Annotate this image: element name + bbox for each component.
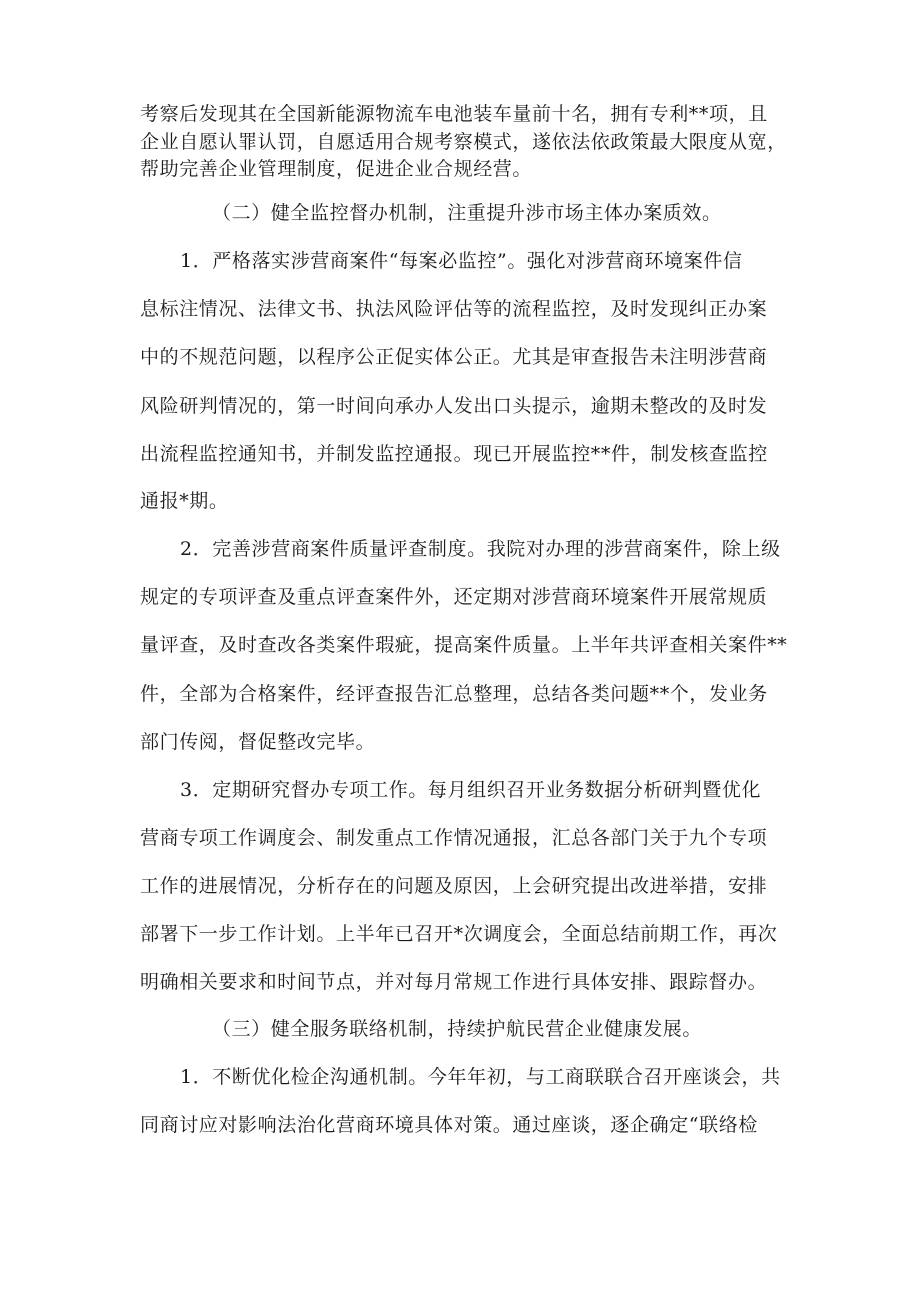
body-line: 工作的进展情况，分析存在的问题及原因，上会研究提出改进举措，安排 — [140, 875, 768, 897]
body-line: 部署下一步工作计划。上半年已召开*次调度会，全面总结前期工作，再次 — [140, 923, 778, 945]
body-line: 企业自愿认罪认罚，自愿适用合规考察模式，遂依法依政策最大限度从宽， — [140, 131, 787, 153]
body-line: 1．严格落实涉营商案件“每案必监控”。强化对涉营商环境案件信 — [180, 250, 743, 272]
body-line: 风险研判情况的，第一时间向承办人发出口头提示，逾期未整改的及时发 — [140, 395, 768, 417]
body-line: 明确相关要求和时间节点，并对每月常规工作进行具体安排、跟踪督办。 — [140, 971, 768, 993]
body-line: 帮助完善企业管理制度，促进企业合规经营。 — [140, 158, 533, 180]
body-line: 规定的专项评查及重点评查案件外，还定期对涉营商环境案件开展常规质 — [140, 586, 768, 608]
body-line: 3．定期研究督办专项工作。每月组织召开业务数据分析研判暨优化 — [180, 779, 762, 801]
body-line: 出流程监控通知书，并制发监控通报。现已开展监控**件，制发核查监控 — [140, 443, 768, 465]
body-line: 2．完善涉营商案件质量评查制度。我院对办理的涉营商案件，除上级 — [180, 538, 781, 560]
body-line: 件，全部为合格案件，经评查报告汇总整理，总结各类问题**个，发业务 — [140, 683, 768, 705]
body-line: 部门传阅，督促整改完毕。 — [140, 731, 376, 753]
section-heading: （二）健全监控督办机制，注重提升涉市场主体办案质效。 — [212, 202, 722, 224]
body-line: 息标注情况、法律文书、执法风险评估等的流程监控，及时发现纠正办案 — [140, 298, 768, 320]
section-heading: （三）健全服务联络机制，持续护航民营企业健康发展。 — [212, 1018, 703, 1040]
body-line: 通报*期。 — [140, 490, 229, 512]
body-line: 同商讨应对影响法治化营商环境具体对策。通过座谈，逐企确定“联络检 — [140, 1114, 758, 1136]
body-line: 中的不规范问题，以程序公正促实体公正。尤其是审查报告未注明涉营商 — [140, 346, 768, 368]
body-line: 考察后发现其在全国新能源物流车电池装车量前十名，拥有专利**项，且 — [140, 103, 768, 125]
body-line: 量评查，及时查改各类案件瑕疵，提高案件质量。上半年共评查相关案件** — [140, 634, 788, 656]
body-line: 营商专项工作调度会、制发重点工作情况通报，汇总各部门关于九个专项 — [140, 827, 768, 849]
body-line: 1．不断优化检企沟通机制。今年年初，与工商联联合召开座谈会，共 — [180, 1066, 781, 1088]
